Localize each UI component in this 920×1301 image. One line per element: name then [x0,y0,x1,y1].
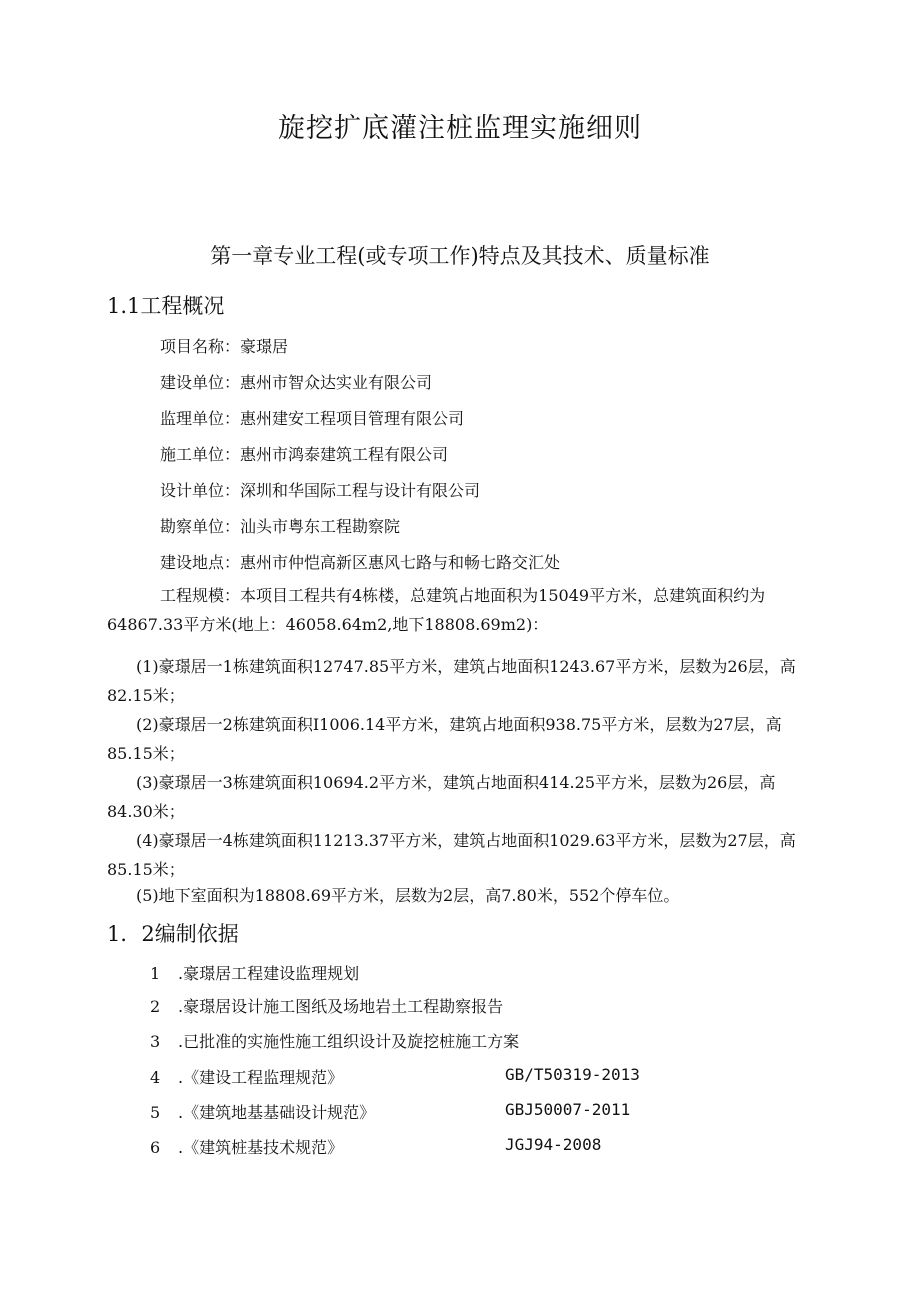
info-location: 建设地点：惠州市仲恺高新区惠风七路与和畅七路交汇处 [160,553,561,572]
scale-paragraph: 工程规模：本项目工程共有4栋楼，总建筑占地面积为15049平方米，总建筑面积约为64867.33平方米(地上：46058.64m2,地下18808.69m2)： [107,586,766,634]
reference-item [150,1135,343,1158]
reference-code: GB/T50319-2013 [505,1065,640,1084]
document-title: 旋挖扩底灌注桩监理实施细则 [278,113,642,144]
reference-code: GBJ50007-2011 [505,1100,631,1119]
basement-paragraph: (5)地下室面积为18808.69平方米，层数为2层，高7.80米，552个停车位。 [136,886,680,905]
building-2-paragraph: (2)豪璟居一2栋建筑面积I1006.14平方米，建筑占地面积938.75平方米，层数为27层，高85.15米； [107,715,782,763]
reference-number: 2 [150,997,161,1016]
reference-text: .《建筑桩基技术规范》 [178,1138,344,1157]
reference-item [150,1100,375,1123]
reference-number: 3 [150,1032,161,1051]
info-designer: 设计单位：深圳和华国际工程与设计有限公司 [160,481,481,500]
info-contractor: 施工单位：惠州市鸿泰建筑工程有限公司 [160,445,449,464]
chapter-title: 第一章专业工程(或专项工作)特点及其技术、质量标准 [210,244,710,268]
section-heading-overview: 1.1工程概况 [107,294,225,318]
reference-text: .《建设工程监理规范》 [178,1068,344,1087]
reference-text: .已批准的实施性施工组织设计及旋挖桩施工方案 [178,1032,520,1051]
reference-number: 6 [150,1138,161,1157]
reference-item [150,961,359,984]
reference-text: .豪璟居工程建设监理规划 [178,964,360,983]
reference-text: .《建筑地基基础设计规范》 [178,1103,376,1122]
reference-item [150,994,503,1017]
reference-number: 1 [150,964,161,983]
info-surveyor: 勘察单位：汕头市粤东工程勘察院 [160,517,401,536]
reference-item [150,1029,519,1052]
info-supervisor: 监理单位：惠州建安工程项目管理有限公司 [160,409,465,428]
reference-item [150,1065,343,1088]
reference-number: 5 [150,1103,161,1122]
reference-code: JGJ94-2008 [505,1135,602,1154]
info-owner: 建设单位：惠州市智众达实业有限公司 [160,373,433,392]
reference-number: 4 [150,1068,161,1087]
building-1-paragraph: (1)豪璟居一1栋建筑面积12747.85平方米，建筑占地面积1243.67平方米，层数为26层，高82.15米； [107,657,796,705]
reference-text: .豪璟居设计施工图纸及场地岩土工程勘察报告 [178,997,504,1016]
building-3-paragraph: (3)豪璟居一3栋建筑面积10694.2平方米，建筑占地面积414.25平方米，层数为26层，高84.30米； [107,773,776,821]
info-project-name: 项目名称：豪璟居 [160,337,289,356]
building-4-paragraph: (4)豪璟居一4栋建筑面积11213.37平方米，建筑占地面积1029.63平方米，层数为27层，高85.15米； [107,831,796,879]
section-heading-basis: 1．2编制依据 [107,922,239,946]
